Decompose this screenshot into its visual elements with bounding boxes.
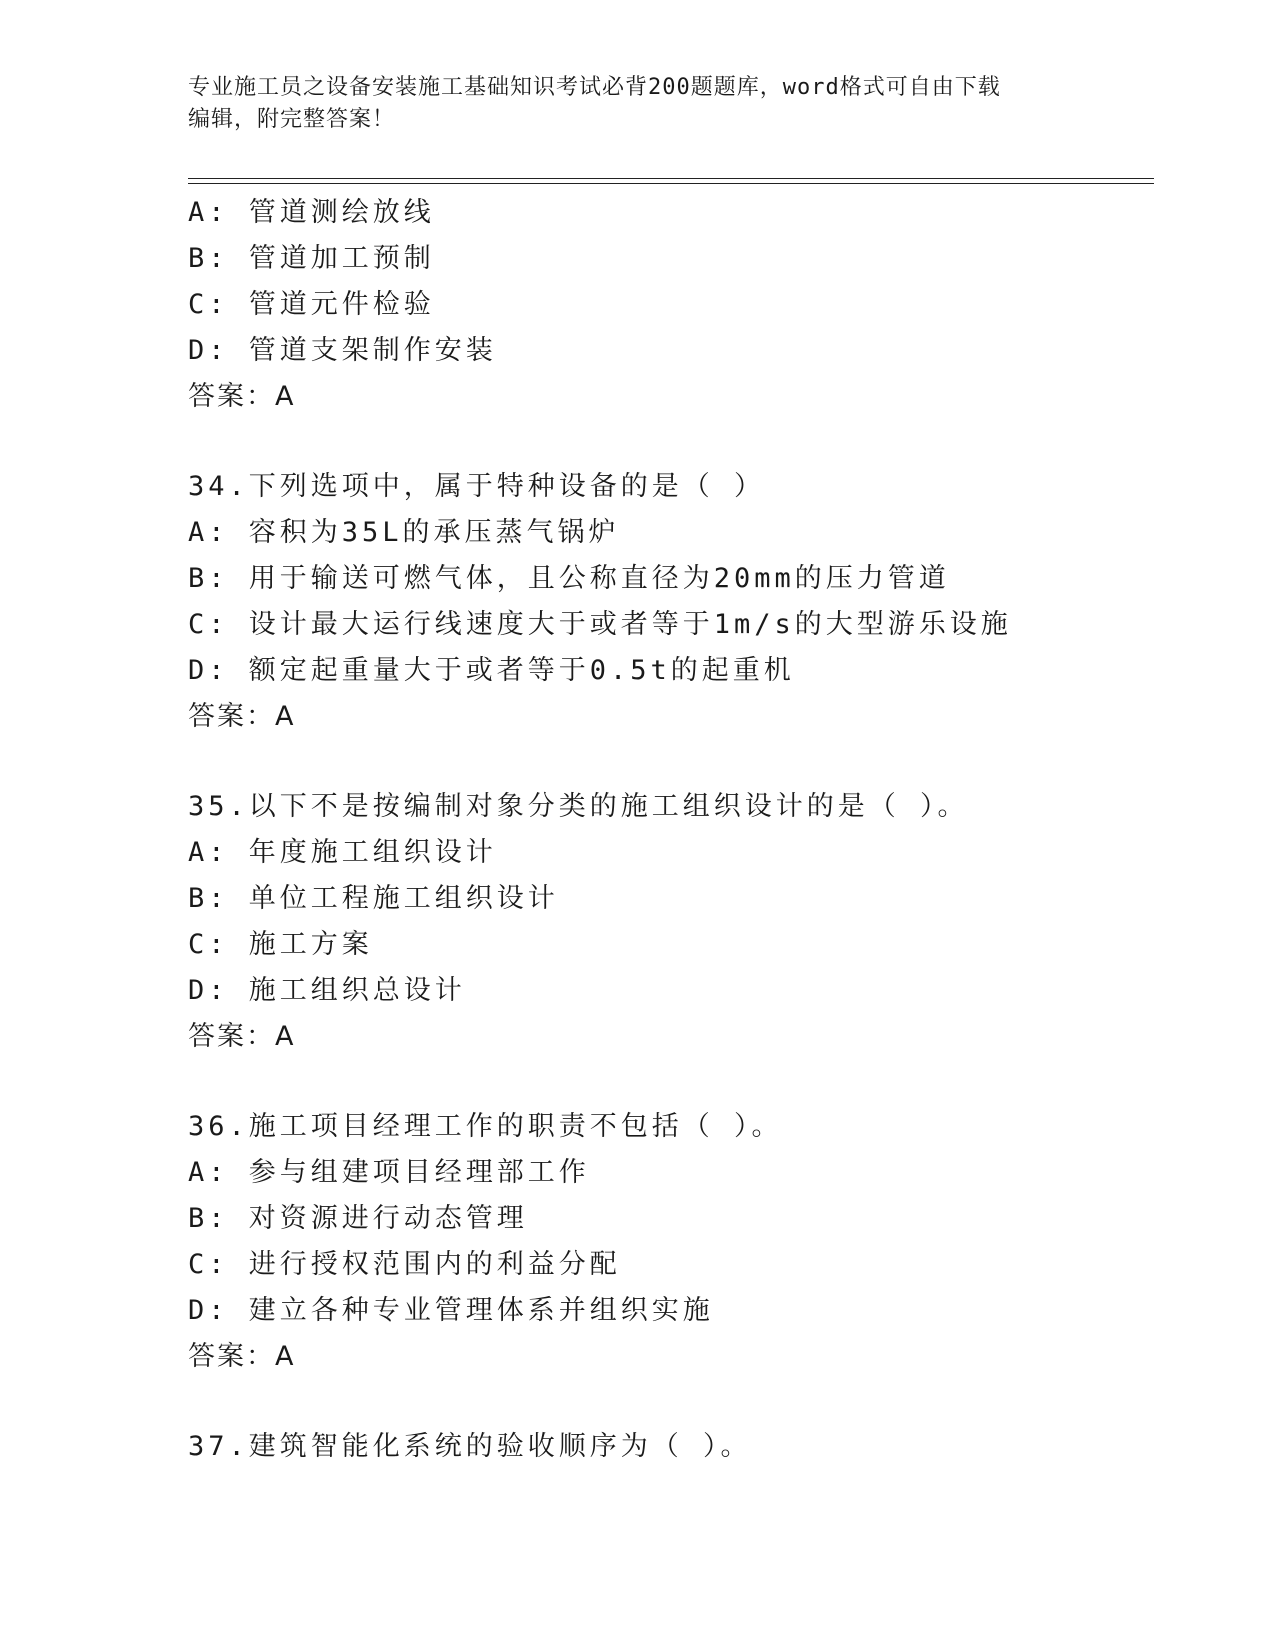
question-list (188, 190, 1168, 1470)
option-d: D: 额定起重量大于或者等于0.5t的起重机 (188, 655, 795, 686)
question-35-block (188, 784, 1168, 1060)
option-d: D: 施工组织总设计 (188, 975, 466, 1006)
option-d: D: 管道支架制作安装 (188, 335, 497, 366)
question-text: 35.以下不是按编制对象分类的施工组织设计的是（ ）。 (188, 791, 969, 822)
spacer (188, 1380, 1168, 1424)
question-37-block (188, 1424, 1168, 1470)
option-d: D: 建立各种专业管理体系并组织实施 (188, 1295, 714, 1326)
option-a: A: 参与组建项目经理部工作 (188, 1157, 590, 1188)
spacer (188, 420, 1168, 464)
answer-line: 答案：A (188, 701, 296, 732)
header-title-line-2: 编辑，附完整答案！ (188, 107, 396, 132)
option-c: C: 设计最大运行线速度大于或者等于1m/s的大型游乐设施 (188, 609, 1012, 640)
option-a: A: 年度施工组织设计 (188, 837, 497, 868)
answer-line: 答案：A (188, 1341, 296, 1372)
header-divider-bottom (188, 183, 1154, 184)
option-c: C: 施工方案 (188, 929, 373, 960)
option-b: B: 用于输送可燃气体，且公称直径为20mm的压力管道 (188, 563, 950, 594)
header-title-line-1: 专业施工员之设备安装施工基础知识考试必背200题题库，word格式可自由下载 (188, 75, 1001, 100)
option-b: B: 管道加工预制 (188, 243, 435, 274)
document-header (188, 72, 1078, 136)
question-36-block (188, 1104, 1168, 1380)
option-c: C: 管道元件检验 (188, 289, 435, 320)
spacer (188, 1060, 1168, 1104)
question-text: 36.施工项目经理工作的职责不包括（ ）。 (188, 1111, 783, 1142)
answer-line: 答案：A (188, 1021, 296, 1052)
spacer (188, 740, 1168, 784)
question-text: 37.建筑智能化系统的验收顺序为（ ）。 (188, 1431, 752, 1462)
question-34-block (188, 464, 1168, 740)
option-b: B: 单位工程施工组织设计 (188, 883, 559, 914)
answer-line: 答案：A (188, 381, 296, 412)
option-a: A: 管道测绘放线 (188, 197, 435, 228)
option-c: C: 进行授权范围内的利益分配 (188, 1249, 621, 1280)
question-33-block (188, 190, 1168, 420)
option-a: A: 容积为35L的承压蒸气锅炉 (188, 517, 620, 548)
header-divider-top (188, 178, 1154, 179)
question-text: 34.下列选项中，属于特种设备的是（ ） (188, 471, 766, 502)
option-b: B: 对资源进行动态管理 (188, 1203, 528, 1234)
